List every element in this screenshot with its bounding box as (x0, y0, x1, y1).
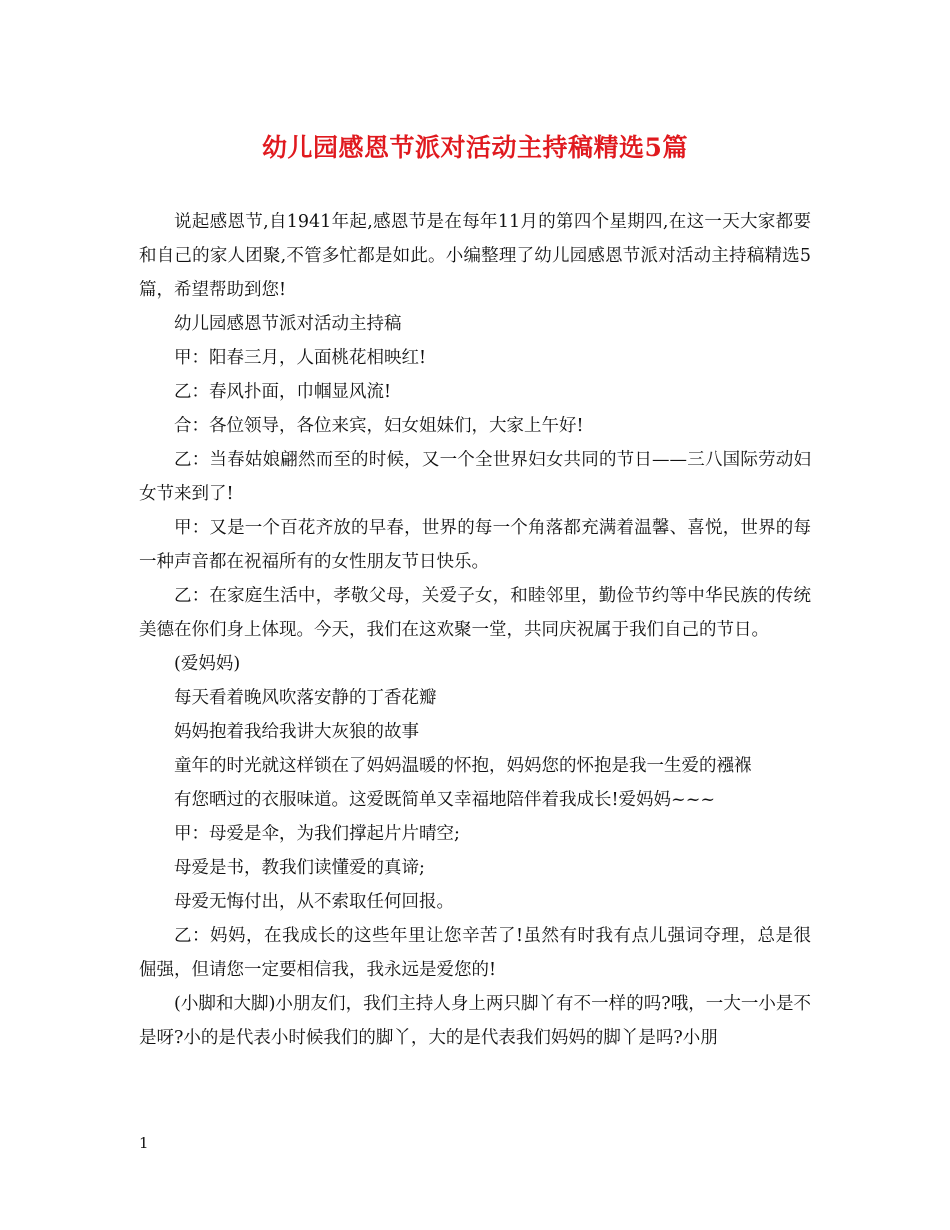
body-paragraph: 甲：母爱是伞，为我们撑起片片晴空; (174, 824, 460, 844)
body-paragraph: 幼儿园感恩节派对活动主持稿 (174, 314, 402, 334)
body-paragraph: (爱妈妈) (174, 654, 241, 674)
document-body (139, 205, 811, 1055)
body-paragraph: 甲：又是一个百花齐放的早春，世界的每一个角落都充满着温馨、喜悦，世界的每一种声音都在祝福所有的女性朋友节日快乐。 (139, 518, 811, 572)
body-paragraph: 甲：阳春三月，人面桃花相映红! (174, 348, 427, 368)
body-paragraph: 乙：当春姑娘翩然而至的时候，又一个全世界妇女共同的节日——三八国际劳动妇女节来到了! (139, 450, 811, 504)
body-paragraph: (小脚和大脚)小朋友们，我们主持人身上两只脚丫有不一样的吗?哦，一大一小是不是呀?小的是代表小时候我们的脚丫，大的是代表我们妈妈的脚丫是吗?小朋 (139, 994, 811, 1048)
body-paragraph: 母爱无悔付出，从不索取任何回报。 (174, 892, 454, 912)
body-paragraph: 说起感恩节,自1941年起,感恩节是在每年11月的第四个星期四,在这一天大家都要和自己的家人团聚,不管多忙都是如此。小编整理了幼儿园感恩节派对活动主持稿精选5篇，希望帮助到您! (139, 212, 811, 300)
document-title: 幼儿园感恩节派对活动主持稿精选5篇 (262, 133, 688, 162)
body-paragraph: 乙：在家庭生活中，孝敬父母，关爱子女，和睦邻里，勤俭节约等中华民族的传统美德在你们身上体现。今天，我们在这欢聚一堂，共同庆祝属于我们自己的节日。 (139, 586, 811, 640)
body-paragraph: 乙：妈妈，在我成长的这些年里让您辛苦了!虽然有时我有点儿强词夺理，总是很倔强，但请您一定要相信我，我永远是爱您的! (139, 926, 811, 980)
body-paragraph: 母爱是书，教我们读懂爱的真谛; (174, 858, 425, 878)
body-paragraph: 童年的时光就这样锁在了妈妈温暖的怀抱，妈妈您的怀抱是我一生爱的襁褓 (174, 756, 752, 776)
body-paragraph: 妈妈抱着我给我讲大灰狼的故事 (174, 722, 419, 742)
body-paragraph: 合：各位领导，各位来宾，妇女姐妹们，大家上午好! (174, 416, 584, 436)
page-number: 1 (139, 1134, 149, 1152)
body-paragraph: 乙：春风扑面，巾帼显风流! (174, 382, 392, 402)
body-paragraph: 每天看着晚风吹落安静的丁香花瓣 (174, 688, 437, 708)
body-paragraph: 有您晒过的衣服味道。这爱既简单又幸福地陪伴着我成长!爱妈妈~~~ (174, 790, 716, 810)
